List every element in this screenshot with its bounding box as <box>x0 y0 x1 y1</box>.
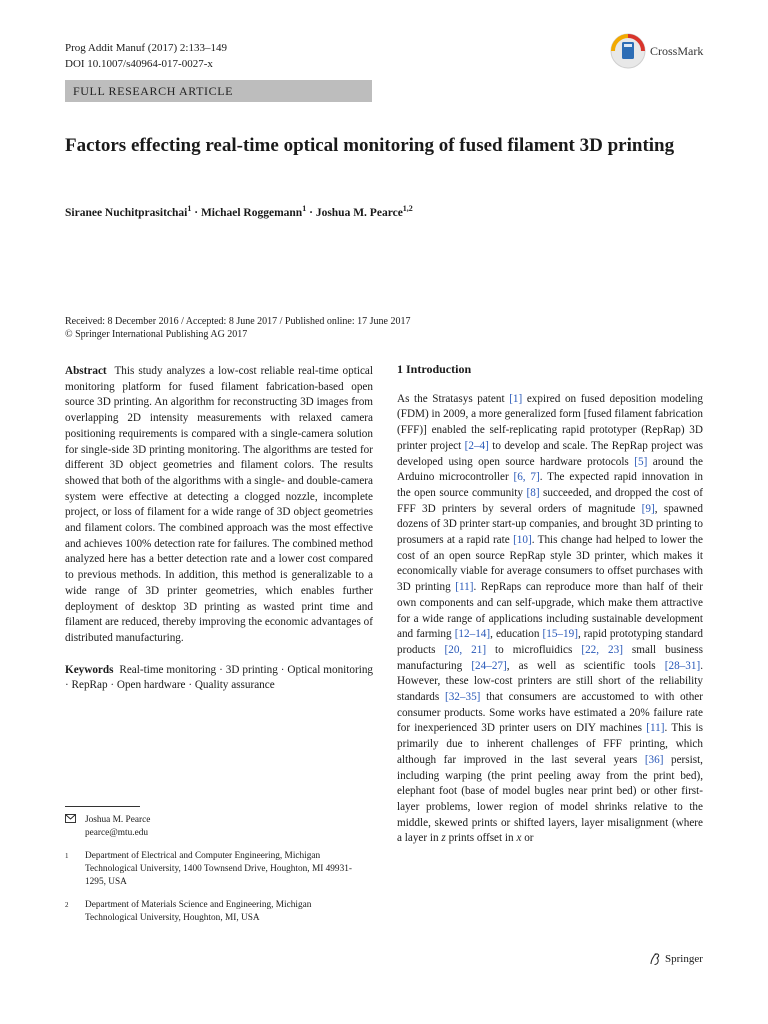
affiliation <box>65 850 365 889</box>
body-text: . RepRaps can reproduce more than half of their own components and can self-upgrade, which make them attractive for a wide range of applications including sustainable development and farming <box>397 581 703 641</box>
publication-dates <box>65 315 410 341</box>
body-text: to microfluidics <box>486 643 582 656</box>
footnote-divider <box>65 806 140 807</box>
citation-link[interactable]: [22, 23] <box>581 643 623 656</box>
author-affiliation-mark: 1 <box>187 204 192 213</box>
history-line: Received: 8 December 2016 / Accepted: 8 June 2017 / Published online: 17 June 2017 <box>65 316 411 327</box>
left-column <box>65 364 373 694</box>
journal-header <box>65 40 227 72</box>
keywords-label: Keywords <box>65 663 114 676</box>
correspondence <box>65 814 365 840</box>
springer-horse-icon <box>648 952 662 966</box>
citation-link[interactable]: [5] <box>634 455 648 468</box>
publisher-name: Springer <box>665 953 703 965</box>
author-separator: · <box>191 206 201 219</box>
body-text: prints offset in <box>445 832 517 845</box>
affiliation-mark: 2 <box>65 901 69 909</box>
math-variable: x <box>516 832 522 845</box>
citation-link[interactable]: [6, 7] <box>513 471 540 484</box>
body-text: , spawned dozens of 3D printer start-up companies, and brought 3D printing to prosumers at a rapid rate <box>397 502 703 547</box>
publisher-footer <box>648 952 703 966</box>
citation-link[interactable]: [2–4] <box>464 439 489 452</box>
citation-link[interactable]: [20, 21] <box>444 643 487 656</box>
keywords-text: Real-time monitoring · 3D printing · Optical monitoring · RepRap · Open hardware · Quality assurance <box>65 663 374 692</box>
copyright-line: © Springer International Publishing AG 2017 <box>65 329 248 340</box>
introduction-body <box>397 392 703 847</box>
abstract <box>65 364 373 647</box>
crossmark-label: CrossMark <box>650 43 704 58</box>
citation-link[interactable]: [12–14] <box>454 628 491 641</box>
body-text: As the Stratasys patent <box>397 392 510 405</box>
body-text: persist, including warping (the print peeling away from the print bed), elephant foot (base of model bugles near print bed) or other first-layer problems, lower region of model shrinks relative to the middle, skewed prints or shifted layers, layer misalignment (where a layer in <box>397 753 703 845</box>
body-text: small business manufacturing <box>397 643 704 672</box>
affiliation-text: Department of Electrical and Computer Engineering, Michigan Technological University, 1400 Townsend Drive, Houghton, MI 49931-1295, USA <box>85 851 352 887</box>
affiliation-mark: 1 <box>65 852 69 860</box>
citation-link[interactable]: [32–35] <box>444 691 481 704</box>
footnotes <box>65 814 365 925</box>
citation-link[interactable]: [11] <box>455 581 474 594</box>
body-text: succeeded, and dropped the cost of FFF 3D printers by several orders of magnitude <box>397 486 703 515</box>
author-affiliation-mark: 1,2 <box>402 204 413 213</box>
keywords <box>65 663 373 694</box>
journal-citation: Prog Addit Manuf (2017) 2:133–149 <box>65 42 227 54</box>
citation-link[interactable]: [15–19] <box>542 628 578 641</box>
body-text: . This is primarily due to inherent challenges of FFF printing, which although far improved in the last several years <box>397 722 703 766</box>
correspondence-email[interactable]: pearce@mtu.edu <box>85 828 149 838</box>
citation-link[interactable]: [11] <box>646 722 665 735</box>
body-text: . The expected rapid innovation in the open source community <box>397 471 704 499</box>
citation-link[interactable]: [28–31] <box>664 659 701 672</box>
citation-link[interactable]: [9] <box>641 502 655 515</box>
body-text: that consumers are accustomed to with other consumer products. Some works have estimated a 20% failure rate for inexperienced 3D printer users on DIY machines <box>397 691 703 735</box>
author-name[interactable]: Siranee Nuchitprasitchai <box>65 206 188 219</box>
abstract-text: This study analyzes a low-cost reliable real-time optical monitoring platform for fused filament fabrication-based open source 3D printing. An algorithm for reconstructing 3D images from overlapping 2D intensity measurements with relaxed camera positioning requirements is compared with a single-camera solution for single-side 3D printing monitoring. The algorithms are tested for different 3D object geometries and filament colors. The results showed that both of the algorithms with a single- and double-camera system were effective at detecting a clogged nozzle, incomplete project, or loss of filament for a wide range of 3D object geometries and filament colors. The combined approach was the most effective and achieves 100% detection rate for failures. The combined method analyzed here has a better detection rate and a lower cost compared to previous methods. In addition, this method is generalizable to a wide range of 3D printer geometries, which enables further deployment of desktop 3D printing as wasted print time and filament are reduced, thereby improving the economic advantages of distributed manufacturing. <box>65 365 373 644</box>
affiliation <box>65 899 365 925</box>
citation-link[interactable]: [8] <box>526 486 540 499</box>
article-title: Factors effecting real-time optical monitoring of fused filament 3D printing <box>65 135 675 156</box>
citation-link[interactable]: [24–27] <box>471 659 507 672</box>
author-list <box>65 204 413 219</box>
abstract-label: Abstract <box>65 365 107 377</box>
envelope-icon <box>65 814 85 840</box>
citation-link[interactable]: [36] <box>644 753 664 766</box>
body-text: , rapid prototyping standard products <box>397 628 703 656</box>
body-text: . However, these low-cost printers are still short of the reliability standards <box>397 659 703 704</box>
body-text: around the Arduino microcontroller <box>397 455 703 484</box>
correspondence-name: Joshua M. Pearce <box>85 815 151 825</box>
doi[interactable]: DOI 10.1007/s40964-017-0027-x <box>65 58 213 70</box>
article-type-banner: FULL RESEARCH ARTICLE <box>65 80 372 102</box>
body-text: , as well as scientific tools <box>506 659 665 672</box>
body-text: , education <box>490 628 543 641</box>
crossmark-badge[interactable] <box>610 33 703 69</box>
citation-link[interactable]: [10] <box>513 534 532 547</box>
body-text: expired on fused deposition modeling (FDM) in 2009, a more generalized form [fused filament fabrication (FFF)] enabled the self-replicating rapid prototyper (RepRap) 3D printer project <box>397 392 703 452</box>
author-name[interactable]: Joshua M. Pearce <box>315 206 403 219</box>
math-variable: z <box>441 832 446 845</box>
citation-link[interactable]: [1] <box>509 392 523 405</box>
body-text: to develop and scale. The RepRap project was developed using open source hardware protocols <box>397 439 703 468</box>
body-text: or <box>521 832 534 845</box>
author-separator: · <box>306 206 316 219</box>
crossmark-icon <box>610 33 646 69</box>
body-text: . This change had helped to lower the cost of an open source RepRap style 3D printer, which makes it economically viable for average consumers to offset purchases with 3D printing <box>397 534 703 594</box>
section-heading: 1 Introduction <box>397 362 472 376</box>
author-affiliation-mark: 1 <box>302 204 307 213</box>
affiliation-text: Department of Materials Science and Engineering, Michigan Technological University, Houghton, MI, USA <box>85 900 312 923</box>
author-name[interactable]: Michael Roggemann <box>200 206 303 219</box>
right-column <box>397 362 703 847</box>
